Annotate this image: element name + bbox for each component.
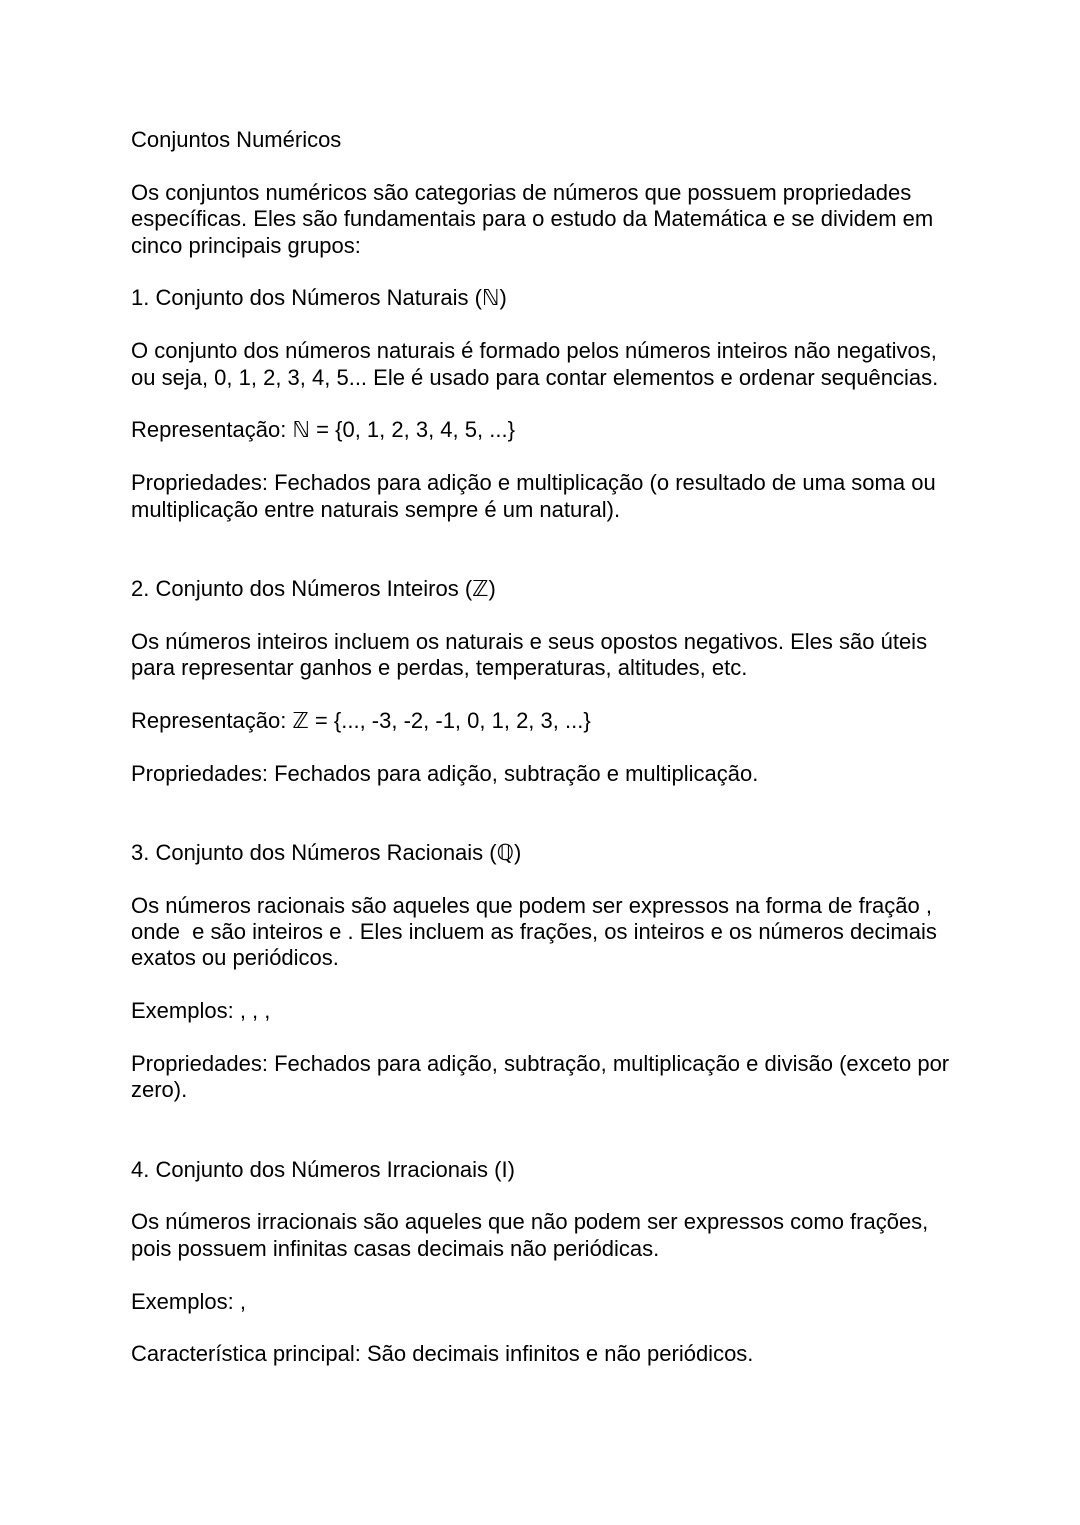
section-1-representation: Representação: ℕ = {0, 1, 2, 3, 4, 5, ...} — [131, 417, 515, 443]
section-4-description: Os números irracionais são aqueles que não podem ser expressos como frações, pois possuem infinitas casas decimais não periódicas. — [131, 1209, 935, 1261]
blank-line — [131, 444, 953, 470]
section-4-characteristic: Característica principal: São decimais infinitos e não periódicos. — [131, 1341, 754, 1367]
section-2-description: Os números inteiros incluem os naturais e seus opostos negativos. Eles são úteis para representar ganhos e perdas, temperaturas, altitudes, etc. — [131, 628, 934, 680]
blank-line — [131, 1025, 953, 1051]
blank-line — [131, 1104, 953, 1130]
section-3-examples: Exemplos: , , , — [131, 998, 271, 1024]
section-2-heading: 2. Conjunto dos Números Inteiros (ℤ) — [131, 575, 496, 601]
section-4-examples: Exemplos: , — [131, 1288, 246, 1314]
section-4-heading: 4. Conjunto dos Números Irracionais (I) — [131, 1156, 515, 1182]
blank-line — [131, 602, 953, 628]
blank-line — [131, 1315, 953, 1341]
section-3-description: Os números racionais são aqueles que podem ser expressos na forma de fração , onde e são inteiros e . Eles incluem as frações, os inteiros e os números decimais exatos ou periódicos. — [131, 892, 943, 971]
blank-line — [131, 312, 953, 338]
section-2-properties: Propriedades: Fechados para adição, subtração e multiplicação. — [131, 760, 759, 786]
blank-line — [131, 734, 953, 760]
section-1-description: O conjunto dos números naturais é formado pelos números inteiros não negativos, ou seja, 0, 1, 2, 3, 4, 5... Ele é usado para contar elementos e ordenar sequências. — [131, 338, 944, 390]
blank-line — [131, 391, 953, 417]
blank-line — [131, 787, 953, 813]
section-3-properties: Propriedades: Fechados para adição, subtração, multiplicação e divisão (exceto por zero). — [131, 1050, 956, 1103]
intro-paragraph: Os conjuntos numéricos são categorias de números que possuem propriedades específicas. Eles são fundamentais para o estudo da Matemática e se dividem em cinco principais grupos: — [131, 179, 940, 258]
blank-line — [131, 1183, 953, 1209]
blank-line — [131, 813, 953, 839]
blank-line — [131, 1262, 953, 1288]
blank-line — [131, 866, 953, 892]
blank-line — [131, 549, 953, 575]
blank-line — [131, 681, 953, 707]
section-1-properties: Propriedades: Fechados para adição e multiplicação (o resultado de uma soma ou multiplicação entre naturais sempre é um natural). — [131, 470, 942, 522]
blank-line — [131, 523, 953, 549]
blank-line — [131, 153, 953, 179]
blank-line — [131, 1130, 953, 1156]
doc-title: Conjuntos Numéricos — [131, 127, 342, 152]
section-1-heading: 1. Conjunto dos Números Naturais (ℕ) — [131, 285, 507, 311]
blank-line — [131, 972, 953, 998]
section-3-heading: 3. Conjunto dos Números Racionais (ℚ) — [131, 839, 522, 865]
section-2-representation: Representação: ℤ = {..., -3, -2, -1, 0, 1, 2, 3, ...} — [131, 707, 591, 733]
blank-line — [131, 259, 953, 285]
